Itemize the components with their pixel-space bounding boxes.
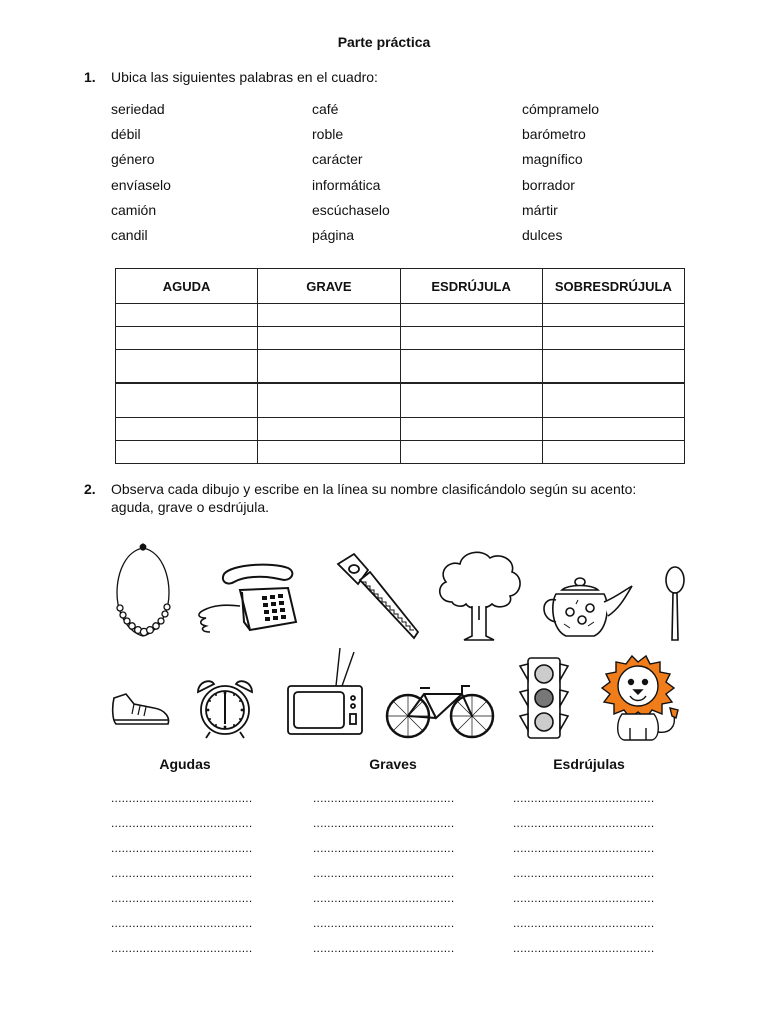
table-cell[interactable] — [542, 326, 684, 349]
word: magnífico — [522, 151, 583, 168]
column-heading-graves: Graves — [369, 756, 417, 772]
table-header-sobresdrujula: SOBRESDRÚJULA — [542, 269, 684, 304]
table-cell[interactable] — [258, 441, 400, 464]
column-heading-agudas: Agudas — [159, 756, 211, 772]
word: página — [312, 226, 355, 243]
answer-line[interactable]: ........................................ — [313, 866, 455, 880]
table-cell[interactable] — [400, 349, 542, 383]
table-row — [116, 441, 685, 464]
teapot-icon — [538, 576, 634, 644]
answer-line[interactable]: ........................................ — [313, 916, 455, 930]
table-cell[interactable] — [400, 304, 542, 327]
answer-column-esdrujulas — [513, 786, 693, 961]
table-header-grave: GRAVE — [258, 269, 400, 304]
word: escúchaselo — [312, 201, 390, 218]
word-list — [111, 99, 711, 249]
television-icon — [284, 646, 364, 738]
table-cell[interactable] — [116, 349, 258, 383]
table-cell[interactable] — [116, 326, 258, 349]
word-column-1 — [111, 99, 311, 250]
answer-line[interactable]: ........................................ — [513, 916, 655, 930]
answer-line[interactable]: ........................................ — [313, 941, 455, 955]
table-cell[interactable] — [116, 304, 258, 327]
answer-line[interactable]: ........................................ — [111, 841, 253, 855]
bicycle-icon — [384, 680, 496, 740]
word: candil — [111, 226, 148, 243]
question-2-text-line-2: aguda, grave o esdrújula. — [111, 499, 269, 515]
telephone-icon — [192, 560, 304, 638]
answer-line[interactable]: ........................................ — [111, 916, 253, 930]
table-cell[interactable] — [116, 418, 258, 441]
question-1-text: Ubica las siguientes palabras en el cuadro: — [111, 69, 378, 85]
question-2-text-line-1: Observa cada dibujo y escribe en la línea su nombre clasificándolo según su acento: — [111, 481, 637, 497]
table-cell[interactable] — [400, 441, 542, 464]
answer-line[interactable]: ........................................ — [513, 941, 655, 955]
answer-line[interactable]: ........................................ — [313, 816, 455, 830]
answer-line[interactable]: ........................................ — [111, 816, 253, 830]
sneaker-icon — [110, 690, 172, 732]
table-cell[interactable] — [542, 383, 684, 417]
word: café — [312, 101, 339, 117]
table-row — [116, 349, 685, 383]
answer-column-agudas — [111, 786, 291, 961]
table-cell[interactable] — [258, 304, 400, 327]
word: mártir — [522, 201, 558, 218]
table-header-esdrujula: ESDRÚJULA — [400, 269, 542, 304]
table-cell[interactable] — [400, 383, 542, 417]
lion-icon — [592, 652, 684, 744]
answer-line[interactable]: ........................................ — [111, 866, 253, 880]
word: camión — [111, 201, 157, 218]
saw-icon — [334, 550, 420, 644]
table-cell[interactable] — [400, 326, 542, 349]
tree-icon — [432, 546, 528, 644]
answer-line[interactable]: ........................................ — [111, 791, 253, 805]
table-cell[interactable] — [542, 441, 684, 464]
answer-line[interactable]: ........................................ — [513, 841, 655, 855]
answer-line[interactable]: ........................................ — [513, 866, 655, 880]
classification-table — [115, 268, 685, 464]
word-column-2 — [312, 99, 512, 250]
answer-line[interactable]: ........................................ — [111, 941, 253, 955]
word: borrador — [522, 176, 575, 193]
word: cómpramelo — [522, 101, 600, 117]
alarm-clock-icon — [192, 678, 258, 740]
answer-line[interactable]: ........................................ — [111, 891, 253, 905]
answer-line[interactable]: ........................................ — [513, 816, 655, 830]
word: carácter — [312, 151, 363, 168]
table-cell[interactable] — [542, 418, 684, 441]
necklace-icon — [108, 542, 178, 642]
question-1-number: 1. — [84, 69, 96, 85]
word: dulces — [522, 226, 563, 243]
traffic-light-icon — [516, 654, 572, 740]
table-row — [116, 418, 685, 441]
table-cell[interactable] — [258, 418, 400, 441]
column-heading-esdrujulas: Esdrújulas — [553, 756, 625, 772]
spoon-icon — [662, 566, 688, 644]
table-cell[interactable] — [258, 326, 400, 349]
answer-line[interactable]: ........................................ — [513, 791, 655, 805]
word: informática — [312, 176, 381, 193]
table-cell[interactable] — [258, 349, 400, 383]
table-row — [116, 304, 685, 327]
table-cell[interactable] — [116, 441, 258, 464]
word: roble — [312, 126, 344, 143]
answer-line[interactable]: ........................................ — [313, 791, 455, 805]
table-row — [116, 326, 685, 349]
table-cell[interactable] — [116, 383, 258, 417]
table-header-aguda: AGUDA — [116, 269, 258, 304]
answer-line[interactable]: ........................................ — [313, 891, 455, 905]
word: débil — [111, 126, 141, 143]
table-cell[interactable] — [542, 349, 684, 383]
word: barómetro — [522, 126, 586, 143]
word: género — [111, 151, 155, 168]
answer-column-graves — [313, 786, 493, 961]
answer-line[interactable]: ........................................ — [313, 841, 455, 855]
table-row — [116, 383, 685, 417]
word: envíaselo — [111, 176, 171, 193]
table-cell[interactable] — [542, 304, 684, 327]
table-cell[interactable] — [258, 383, 400, 417]
table-header-row — [116, 269, 685, 304]
word-column-3 — [522, 99, 722, 250]
page-title: Parte práctica — [337, 34, 431, 50]
word: seriedad — [111, 101, 165, 117]
table-cell[interactable] — [400, 418, 542, 441]
question-2-number: 2. — [84, 481, 96, 497]
answer-line[interactable]: ........................................ — [513, 891, 655, 905]
